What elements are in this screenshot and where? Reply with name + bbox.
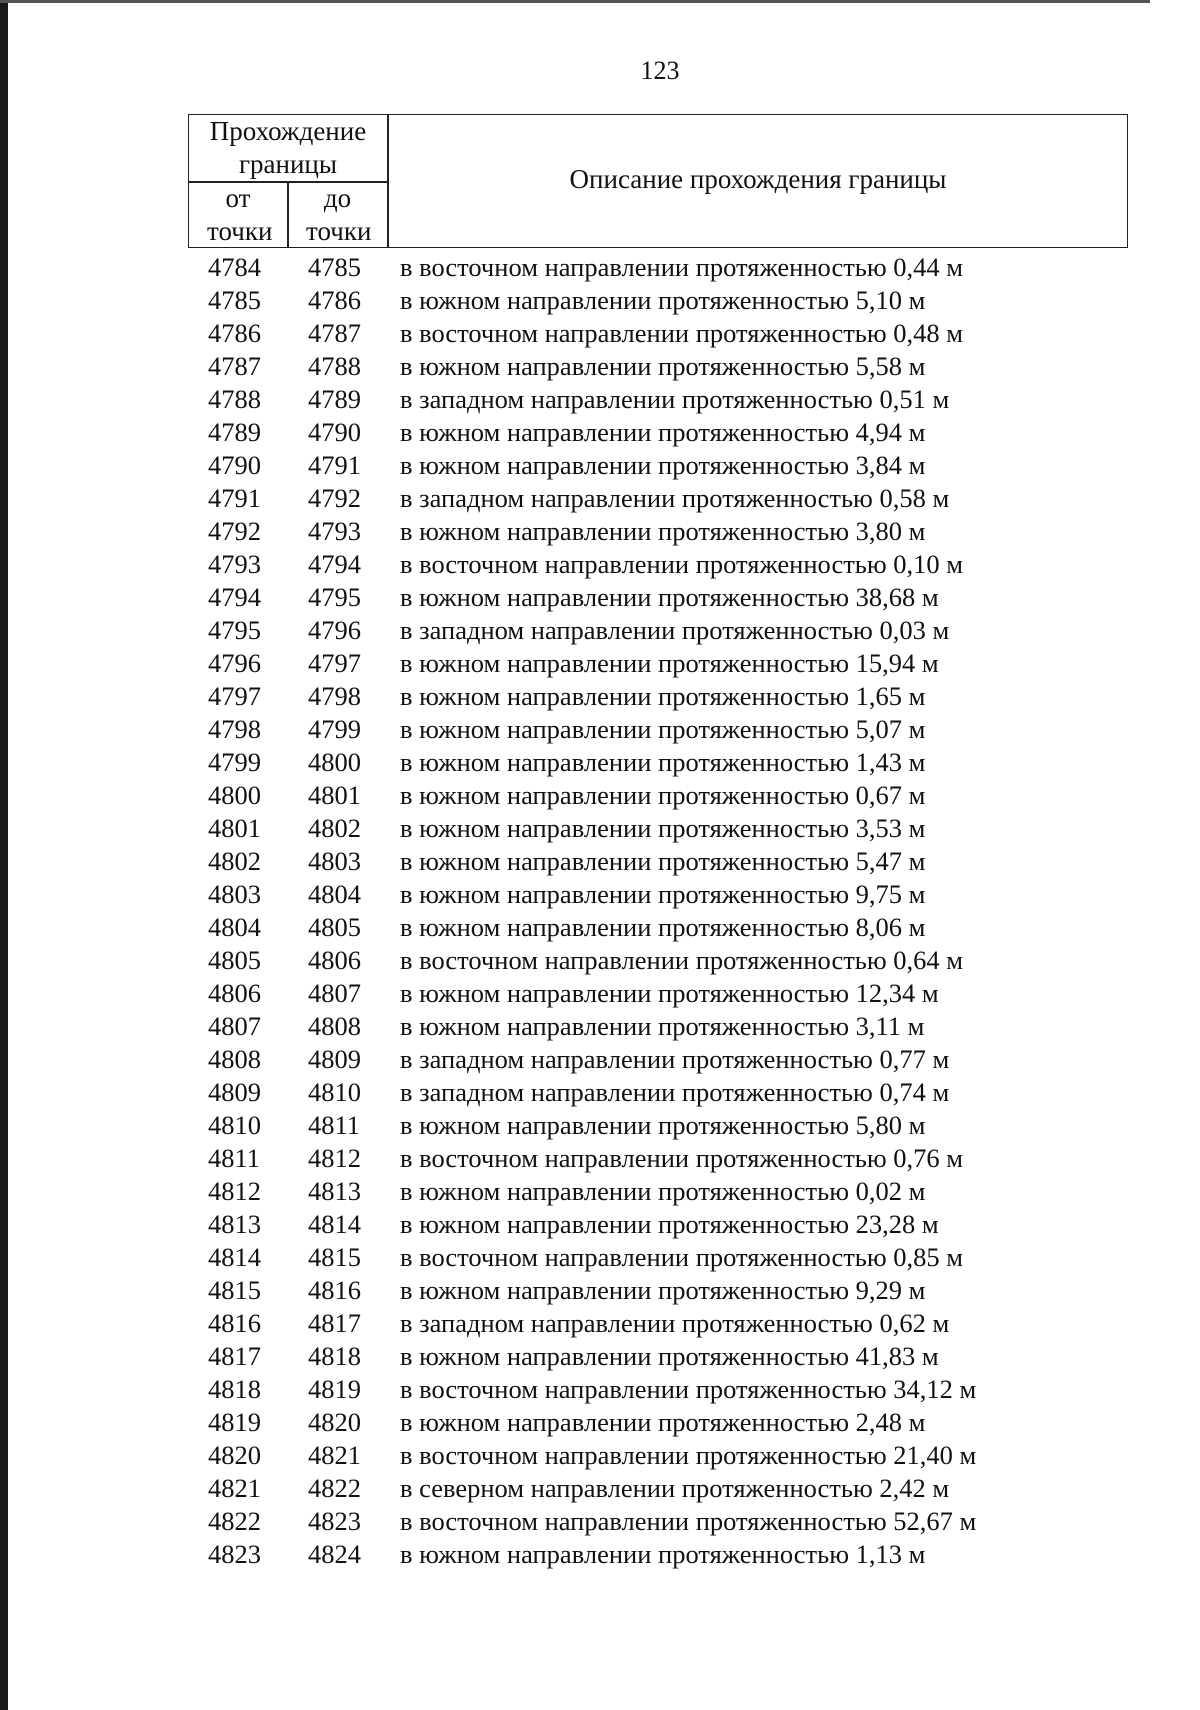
from-point: 4796	[208, 648, 261, 678]
to-point: 4787	[308, 318, 361, 348]
boundary-description: в южном направлении протяженностью 1,43 м	[400, 747, 926, 777]
boundary-description: в южном направлении протяженностью 15,94 м	[400, 648, 939, 678]
from-point: 4795	[208, 615, 261, 645]
to-point: 4800	[308, 747, 361, 777]
boundary-description: в южном направлении протяженностью 5,07 м	[400, 714, 926, 744]
to-point: 4802	[308, 813, 361, 843]
boundary-description: в южном направлении протяженностью 23,28 м	[400, 1209, 939, 1239]
boundary-description: в южном направлении протяженностью 0,02 м	[400, 1176, 926, 1206]
from-point: 4802	[208, 846, 261, 876]
boundary-description: в восточном направлении протяженностью 0,10 м	[400, 549, 964, 579]
boundary-description: в южном направлении протяженностью 3,84 м	[400, 450, 926, 480]
boundary-description: в южном направлении протяженностью 3,11 м	[400, 1011, 925, 1041]
from-point: 4809	[208, 1077, 261, 1107]
from-point: 4793	[208, 549, 261, 579]
to-point: 4791	[308, 450, 361, 480]
from-point: 4811	[208, 1143, 261, 1173]
from-point: 4792	[208, 516, 261, 546]
to-point: 4809	[308, 1044, 361, 1074]
boundary-description: в южном направлении протяженностью 5,58 м	[400, 351, 926, 381]
table-header	[188, 114, 1128, 248]
from-point: 4804	[208, 912, 261, 942]
from-point: 4812	[208, 1176, 261, 1206]
from-point: 4820	[208, 1440, 261, 1470]
to-point: 4815	[308, 1242, 361, 1272]
boundary-description: в южном направлении протяженностью 0,67 м	[400, 780, 926, 810]
page-number: 123	[640, 56, 680, 85]
boundary-description: в южном направлении протяженностью 3,53 м	[400, 813, 926, 843]
from-point: 4823	[208, 1539, 261, 1569]
from-point: 4800	[208, 780, 261, 810]
from-point: 4813	[208, 1209, 261, 1239]
boundary-description: в западном направлении протяженностью 0,03 м	[400, 615, 950, 645]
to-point: 4789	[308, 384, 361, 414]
boundary-description: в западном направлении протяженностью 0,77 м	[400, 1044, 950, 1074]
header-from-point: от точки	[207, 183, 273, 246]
boundary-description: в западном направлении протяженностью 0,62 м	[400, 1308, 950, 1338]
boundary-description: в восточном направлении протяженностью 0,76 м	[400, 1143, 964, 1173]
boundary-description: в западном направлении протяженностью 0,51 м	[400, 384, 950, 414]
to-point: 4786	[308, 285, 361, 315]
boundary-description: в южном направлении протяженностью 1,13 м	[400, 1539, 926, 1569]
to-point: 4821	[308, 1440, 361, 1470]
to-point: 4822	[308, 1473, 361, 1503]
to-point: 4792	[308, 483, 361, 513]
from-point: 4788	[208, 384, 261, 414]
from-point: 4814	[208, 1242, 261, 1272]
to-point: 4807	[308, 978, 361, 1008]
boundary-description: в восточном направлении протяженностью 0,48 м	[400, 318, 964, 348]
from-point: 4815	[208, 1275, 261, 1305]
from-point: 4818	[208, 1374, 261, 1404]
boundary-description: в южном направлении протяженностью 5,47 м	[400, 846, 926, 876]
to-point: 4820	[308, 1407, 361, 1437]
header-group-title: Прохождение границы	[209, 116, 367, 179]
to-point: 4796	[308, 615, 361, 645]
to-point: 4785	[308, 252, 361, 282]
to-point: 4812	[308, 1143, 361, 1173]
from-point: 4798	[208, 714, 261, 744]
from-point: 4807	[208, 1011, 261, 1041]
to-point: 4794	[308, 549, 361, 579]
to-point: 4808	[308, 1011, 361, 1041]
to-point: 4801	[308, 780, 361, 810]
to-point: 4798	[308, 681, 361, 711]
header-description: Описание прохождения границы	[569, 164, 947, 194]
boundary-description: в южном направлении протяженностью 12,34 м	[400, 978, 939, 1008]
boundary-description: в восточном направлении протяженностью 21,40 м	[400, 1440, 977, 1470]
boundary-description: в южном направлении протяженностью 2,48 м	[400, 1407, 926, 1437]
to-point: 4818	[308, 1341, 361, 1371]
from-point: 4817	[208, 1341, 261, 1371]
to-point: 4793	[308, 516, 361, 546]
boundary-description: в южном направлении протяженностью 9,75 м	[400, 879, 926, 909]
to-point: 4814	[308, 1209, 361, 1239]
to-point: 4810	[308, 1077, 361, 1107]
to-point: 4804	[308, 879, 361, 909]
boundary-description: в восточном направлении протяженностью 0,64 м	[400, 945, 964, 975]
scan-border-left	[0, 0, 8, 1710]
boundary-description: в южном направлении протяженностью 4,94 м	[400, 417, 926, 447]
boundary-description: в южном направлении протяженностью 38,68 м	[400, 582, 939, 612]
to-point: 4788	[308, 351, 361, 381]
from-point: 4799	[208, 747, 261, 777]
to-point: 4823	[308, 1506, 361, 1536]
boundary-description: в западном направлении протяженностью 0,58 м	[400, 483, 950, 513]
boundary-description: в восточном направлении протяженностью 0,85 м	[400, 1242, 964, 1272]
from-point: 4797	[208, 681, 261, 711]
boundary-description: в южном направлении протяженностью 5,10 м	[400, 285, 926, 315]
boundary-description: в восточном направлении протяженностью 34,12 м	[400, 1374, 977, 1404]
to-point: 4803	[308, 846, 361, 876]
from-point: 4789	[208, 417, 261, 447]
header-to-point: до точки	[306, 183, 372, 246]
to-point: 4799	[308, 714, 361, 744]
from-point: 4810	[208, 1110, 261, 1140]
to-point: 4790	[308, 417, 361, 447]
boundary-description: в восточном направлении протяженностью 0,44 м	[400, 252, 964, 282]
boundary-description: в северном направлении протяженностью 2,42 м	[400, 1473, 950, 1503]
boundary-description: в южном направлении протяженностью 9,29 м	[400, 1275, 926, 1305]
from-point: 4806	[208, 978, 261, 1008]
to-point: 4805	[308, 912, 361, 942]
boundary-description: в южном направлении протяженностью 41,83 м	[400, 1341, 939, 1371]
from-point: 4787	[208, 351, 261, 381]
from-point: 4803	[208, 879, 261, 909]
boundary-description: в южном направлении протяженностью 3,80 м	[400, 516, 926, 546]
from-point: 4791	[208, 483, 261, 513]
from-point: 4816	[208, 1308, 261, 1338]
from-point: 4801	[208, 813, 261, 843]
from-point: 4784	[208, 252, 261, 282]
to-point: 4795	[308, 582, 361, 612]
to-point: 4797	[308, 648, 361, 678]
from-point: 4790	[208, 450, 261, 480]
from-point: 4822	[208, 1506, 261, 1536]
boundary-description: в южном направлении протяженностью 8,06 м	[400, 912, 926, 942]
boundary-description: в южном направлении протяженностью 5,80 м	[400, 1110, 926, 1140]
from-point: 4794	[208, 582, 261, 612]
to-point: 4824	[308, 1539, 361, 1569]
from-point: 4805	[208, 945, 261, 975]
to-point: 4806	[308, 945, 361, 975]
boundary-description: в западном направлении протяженностью 0,74 м	[400, 1077, 950, 1107]
from-point: 4785	[208, 285, 261, 315]
to-point: 4811	[308, 1110, 361, 1140]
boundary-description: в южном направлении протяженностью 1,65 м	[400, 681, 926, 711]
from-point: 4786	[208, 318, 261, 348]
to-point: 4819	[308, 1374, 361, 1404]
to-point: 4817	[308, 1308, 361, 1338]
to-point: 4816	[308, 1275, 361, 1305]
scan-border-top	[0, 0, 1150, 3]
to-point: 4813	[308, 1176, 361, 1206]
from-point: 4819	[208, 1407, 261, 1437]
from-point: 4808	[208, 1044, 261, 1074]
from-point: 4821	[208, 1473, 261, 1503]
boundary-description: в восточном направлении протяженностью 52,67 м	[400, 1506, 977, 1536]
